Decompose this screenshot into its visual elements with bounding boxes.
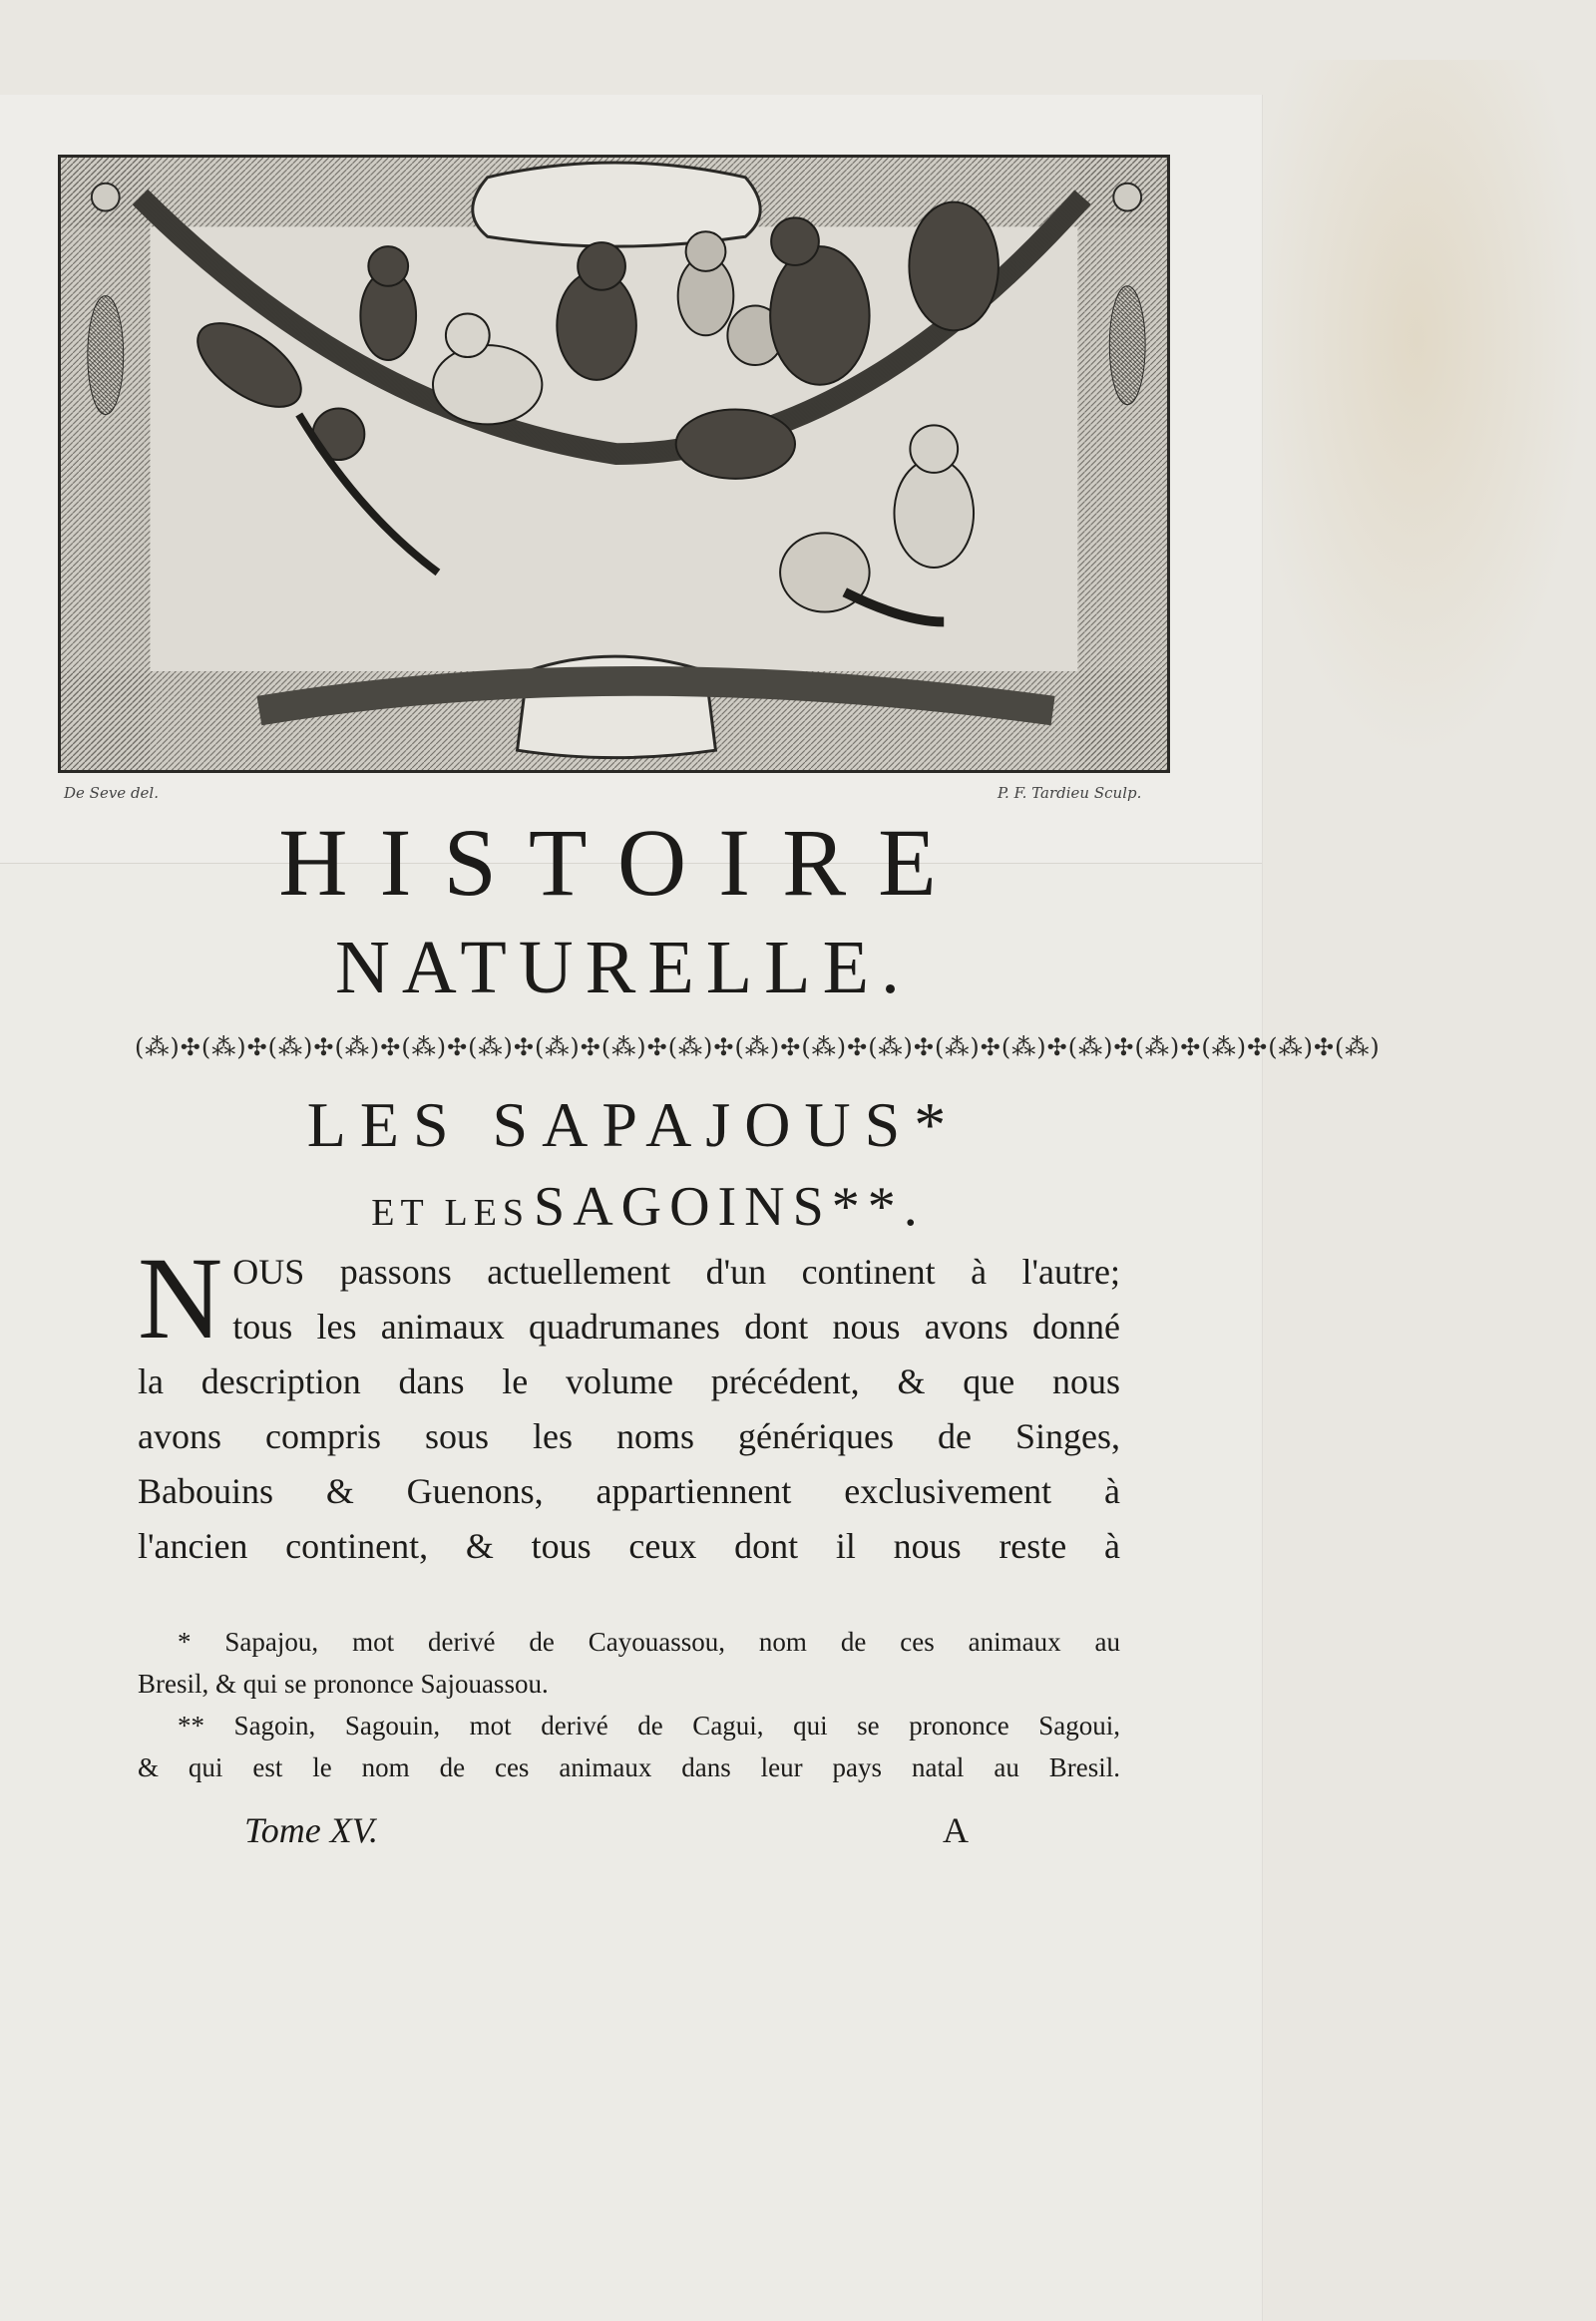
- title-naturelle: NATURELLE.: [334, 926, 913, 1009]
- signature-line: [244, 1805, 1002, 1855]
- body-line: avons compris sous les noms génériques de Singes,: [138, 1416, 1120, 1456]
- signature-mark: A: [943, 1810, 969, 1850]
- credit-engraver: P. F. Tardieu Sculp.: [998, 784, 1142, 802]
- drop-cap: N: [138, 1233, 223, 1363]
- footnotes: [138, 1621, 1120, 1788]
- title-histoire: HISTOIRE: [278, 809, 969, 916]
- ornamental-rule: (⁂)✣(⁂)✣(⁂)✣(⁂)✣(⁂)✣(⁂)✣(⁂)✣(⁂)✣(⁂)✣(⁂)✣(⁂)✣(⁂)✣(⁂)✣(⁂)✣(⁂)✣(⁂)✣(⁂)✣(⁂)✣(⁂): [135, 1033, 1381, 1061]
- engraving-illustration: [61, 158, 1167, 770]
- body-line: Babouins & Guenons, appartiennent exclusivement à: [138, 1471, 1120, 1511]
- body-line: l'ancien continent, & tous ceux dont il nous reste à: [138, 1526, 1120, 1566]
- heading-sagoins: [269, 1167, 1027, 1247]
- credit-draughtsman: De Seve del.: [64, 784, 159, 802]
- heading-sagoins-word: SAGOINS**.: [534, 1176, 926, 1238]
- footnote-line: * Sapajou, mot derivé de Cayouassou, nom de ces animaux au: [178, 1627, 1120, 1657]
- monkeys-engraving: [58, 155, 1170, 773]
- body-line: OUS passons actuellement d'un continent à l'autre;: [232, 1252, 1120, 1292]
- footnote-line: ** Sagoin, Sagouin, mot derivé de Cagui, qui se prononce Sagoui,: [178, 1711, 1120, 1741]
- body-line: la description dans le volume précédent, & que nous: [138, 1361, 1120, 1401]
- footnote-line: & qui est le nom de ces animaux dans leur pays natal au Bresil.: [138, 1752, 1120, 1782]
- heading-et-les: ET LES: [371, 1192, 531, 1234]
- paper-stain: [1247, 60, 1586, 758]
- heading-sapajous: LES SAPAJOUS*: [306, 1089, 961, 1160]
- footnote-line: Bresil, & qui se prononce Sajouassou.: [138, 1669, 549, 1699]
- body-line: tous les animaux quadrumanes dont nous avons donné: [232, 1307, 1120, 1347]
- body-paragraph: [138, 1233, 1120, 1574]
- volume-label: Tome XV.: [244, 1810, 379, 1850]
